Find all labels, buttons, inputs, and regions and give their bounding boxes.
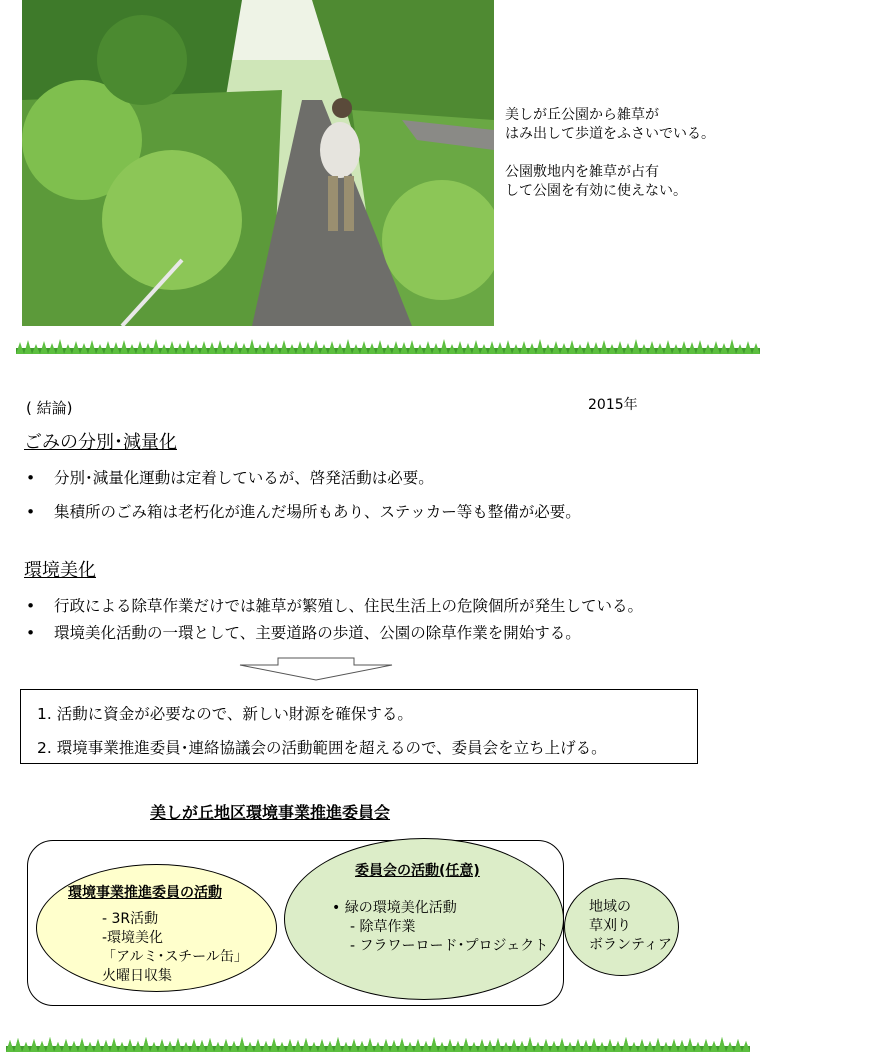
bullet-icon: • [26, 624, 36, 642]
caption-line-1: 美しが丘公園から雑草が はみ出して歩道をふさいでいる。 [505, 107, 715, 142]
bullet-icon: • [26, 503, 36, 521]
photo-caption [505, 106, 715, 220]
section-waste [24, 428, 177, 454]
ellipse-committee-item-1: - 除草作業 [350, 919, 416, 935]
grass-divider-top [16, 338, 760, 354]
ellipse-member-text: - 3R活動 -環境美化 「アルミ･スチール缶」 火曜日収集 [102, 911, 248, 984]
bullet-icon: • [26, 597, 36, 615]
park-photo [22, 0, 494, 326]
bullet-icon: • [26, 469, 36, 487]
section-beautification-title: 環境美化 [24, 560, 96, 581]
ellipse-committee-item-2: - フラワーロード･プロジェクト [350, 938, 549, 954]
action-box [20, 689, 698, 764]
ellipse-committee-bullet: • 緑の環境美化活動 [332, 900, 457, 916]
ellipse-member-title: 環境事業推進委員の活動 [68, 885, 222, 901]
list-item: • 環境美化活動の一環として、主要道路の歩道、公園の除草作業を開始する。 [26, 624, 581, 642]
action-item-2: 2. 環境事業推進委員･連絡協議会の活動範囲を超えるので、委員会を立ち上げる。 [37, 739, 607, 757]
committee-title: 美しが丘地区環境事業推進委員会 [150, 803, 391, 822]
section-waste-title: ごみの分別･減量化 [24, 432, 177, 453]
list-item: • 集積所のごみ箱は老朽化が進んだ場所もあり、ステッカー等も整備が必要。 [26, 503, 581, 521]
ellipse-committee-title: 委員会の活動(任意) [355, 863, 480, 879]
conclusion-label: ( 結論) [26, 399, 73, 417]
list-item: • 分別･減量化運動は定着しているが、啓発活動は必要。 [26, 469, 434, 487]
list-item: • 行政による除草作業だけでは雑草が繁殖し、住民生活上の危険個所が発生している。 [26, 597, 644, 615]
down-arrow-icon [238, 657, 394, 685]
caption-line-2: 公園敷地内を雑草が占有 して公園を有効に使えない。 [505, 164, 687, 199]
action-item-1: 1. 活動に資金が必要なので、新しい財源を確保する。 [37, 705, 413, 723]
grass-divider-bottom [6, 1036, 750, 1052]
year-label: 2015年 [588, 397, 638, 413]
ellipse-volunteer-text: 地域の 草刈り ボランティア [589, 899, 672, 953]
section-beautification [24, 556, 96, 582]
